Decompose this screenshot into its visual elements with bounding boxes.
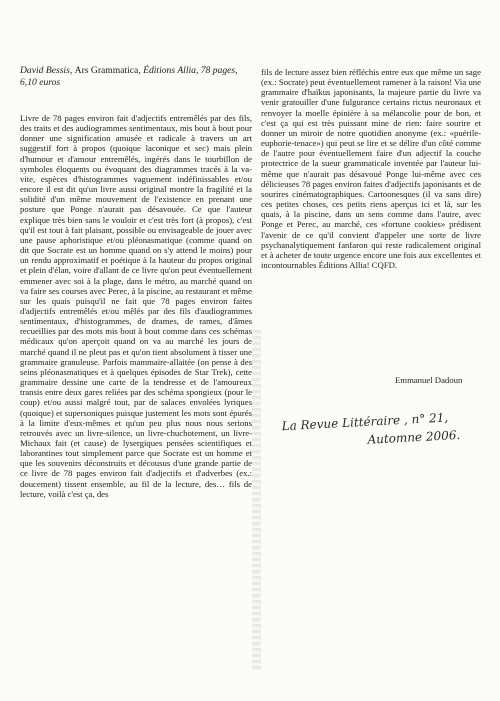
book-publisher: Éditions Allia, 78 pages, [143,65,238,76]
book-title: Ars Grammatica [74,65,139,76]
handwritten-line-1: La Revue Littéraire , n° 21, [281,410,449,434]
book-price: 6,10 euros [20,76,61,88]
handwritten-line-2: Automne 2006. [367,427,461,447]
review-paragraph: fils de lecture assez bien réfléchis entre eux que même un sage (ex.: Socrate) peut éventuellement ramener à la raison! Via une grammaire d'haïkus japonisants, la majeure partie du livre va venir gratouiller d'une fulgurance certains rictus neuronaux et renvoyer la moelle épinière à sa mélancolie pour de bon, et c'est ça qui est très puissant mine de rien: faire sourire et donner un miroir de notre quotidien anonyme (ex.: «puérile-euphorie-tenace») qui peut se lire et se délire d'un côté comme de l'autre pour éventuellement faire d'un adjectif la couche protectrice de la sueur grammaticale inventée par l'auteur lui-même que n'aurait pas désavoué Ponge lui-même avec ces délicieuses 78 pages environ faites d'adjectifs japonisants et de sourires cinématographiques. Cartoonesques (il va sans dire) ces petites choses, ces petits riens aperçus ici et là, sur les quais, à la piscine, dans un sens comme dans l'autre, avec Ponge et Perec, au marché, ces «fortune cookies» prédisent l'avenir de ce qu'il convient d'appeler une sorte de livre psychanalytiquement fanfaron qui reste radicalement original et à acheter de toute urgence encore une fois aux excellentes et incontournables Éditions Allia! CQFD. [261,67,481,270]
handwritten-source-note [281,407,483,453]
review-left-column [20,113,252,499]
book-author: David Bessis [20,65,70,76]
review-paragraph: Livre de 78 pages environ fait d'adjectifs entremêlés par des fils, des traits et des audiogrammes sentimentaux, mis bout à bout pour donner une signification amusée et radicale à travers un art suggestif fort à propos (quoique laconique et sec) mais plein d'humour et d'amour entremêlés, ingérés dans le tourbillon de symboles éloquents ou évoquant des diagrammes tracés à la va-vite, espèces d'histogrammes vaguement indéfinissables et/ou encore il est dit qu'un livre aussi original montre la fragilité et la solidité d'un même mouvement de l'existence en prenant une posture que Ponge n'aurait pas désavouée. Ce que l'auteur explique très bien sans le vouloir et c'est très fort (à propos), c'est qu'il est tout à fait plaisant, possible ou envisageable de jouer avec une pause aphoristique et/ou pléonasmatique (comme quand on dit que Socrate est un homme quand on s'y attend le moins) pour un rendu approximatif et poétique à la hauteur du propos original et plein d'élan, voire d'allant de ce livre qu'on peut éventuellement emmener avec soi à la plage, dans le métro, au marché quand on va faire ses courses avec Perec, à la piscine, au restaurant et même sur les quais puisqu'il ne fait que 78 pages environ faites d'adjectifs entremêlés et/ou mêlés par des fils d'audiogrammes sentimentaux, d'histogrammes, de drames, de rames, d'âmes recueillies par des mots mis bout à bout comme dans ces schémas médicaux qu'on aperçoit quand on va au marché les jours de marché quand il ne pleut pas et qu'on tient absolument à tisser une grammaire granuleuse. Parfois mammaire-allaitée (on pense à des seins pléonasmatiques et à quelques épisodes de Star Trek), cette grammaire dessine une carte de la tendresse et de l'amoureux transis entre deux gares reliées par des schéma spongieux (pour le coup) et/ou aussi malgré tout, par de salaces envolées lyriques (quoique) et supersoniques puisque justement les mots sont épurés à la limite d'eux-mêmes et qu'un peu plus nous nous serions retrouvés avec un livre-silence, un livre-chuchotement, un livre-Michaux fait (et cause) de lysergiques pensées scientifiques et laborantines tout simplement parce que Socrate est un homme et que les souvenirs déconstruits et décousus d'une grande partie de ce livre de 78 pages environ fait d'adjectifs et d'adverbes (ex.: doucement) tissent ensemble, au fil de la lecture, des… fils de lecture, voilà c'est ça, des [20,113,252,499]
review-signature: Emmanuel Dadoun [395,375,463,385]
review-right-column [261,67,481,270]
paper-fold-shadow [252,330,261,670]
book-reference: David Bessis, Ars Grammatica, Éditions Allia, 78 pages, 6,10 euros [20,65,238,88]
